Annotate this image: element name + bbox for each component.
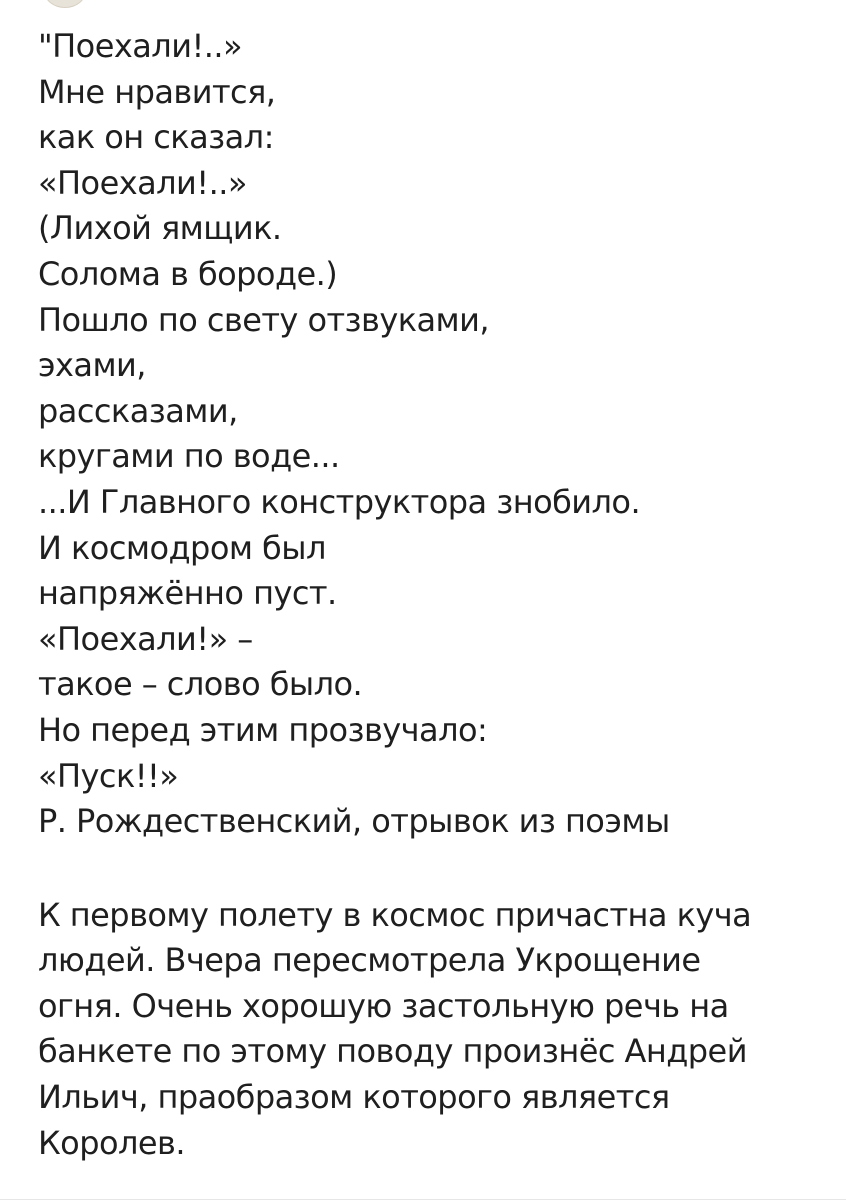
post-body: [38, 24, 828, 1166]
post-paragraph: [38, 893, 828, 1167]
poem-line: Мне нравится,: [38, 72, 276, 111]
author-avatar[interactable]: [44, 0, 86, 8]
poem-attribution: Р. Рождественский, отрывок из поэмы: [38, 802, 670, 841]
poem-line: Пошло по свету отзвуками,: [38, 300, 490, 339]
poem-line: И космодром был: [38, 528, 326, 567]
poem-line: ...И Главного конструктора знобило.: [38, 482, 641, 521]
poem-line: как он сказал:: [38, 118, 274, 157]
paragraph-line: Ильич, праобразом которого является: [38, 1078, 670, 1117]
poem-line: «Пуск!!»: [38, 756, 179, 795]
poem: [38, 24, 828, 845]
paragraph-line: Королев.: [38, 1123, 185, 1162]
poem-line: такое – слово было.: [38, 665, 363, 704]
paragraph-line: банкете по этому поводу произнёс Андрей: [38, 1032, 747, 1071]
paragraph-line: огня. Очень хорошую застольную речь на: [38, 986, 729, 1025]
poem-line: «Поехали!» –: [38, 619, 253, 658]
poem-line: кругами по воде...: [38, 437, 340, 476]
paragraph-spacer: [38, 845, 828, 893]
paragraph-line: К первому полету в космос причастна куча: [38, 895, 752, 934]
paragraph-line: людей. Вчера пересмотрела Укрощение: [38, 941, 701, 980]
poem-line: «Поехали!..»: [38, 163, 247, 202]
poem-line: напряжённо пуст.: [38, 574, 337, 613]
poem-line: рассказами,: [38, 391, 238, 430]
poem-line: эхами,: [38, 346, 146, 385]
poem-line: "Поехали!..»: [38, 27, 242, 65]
poem-line: Солома в бороде.): [38, 254, 338, 293]
poem-line: (Лихой ямщик.: [38, 209, 282, 248]
poem-line: Но перед этим прозвучало:: [38, 710, 488, 749]
